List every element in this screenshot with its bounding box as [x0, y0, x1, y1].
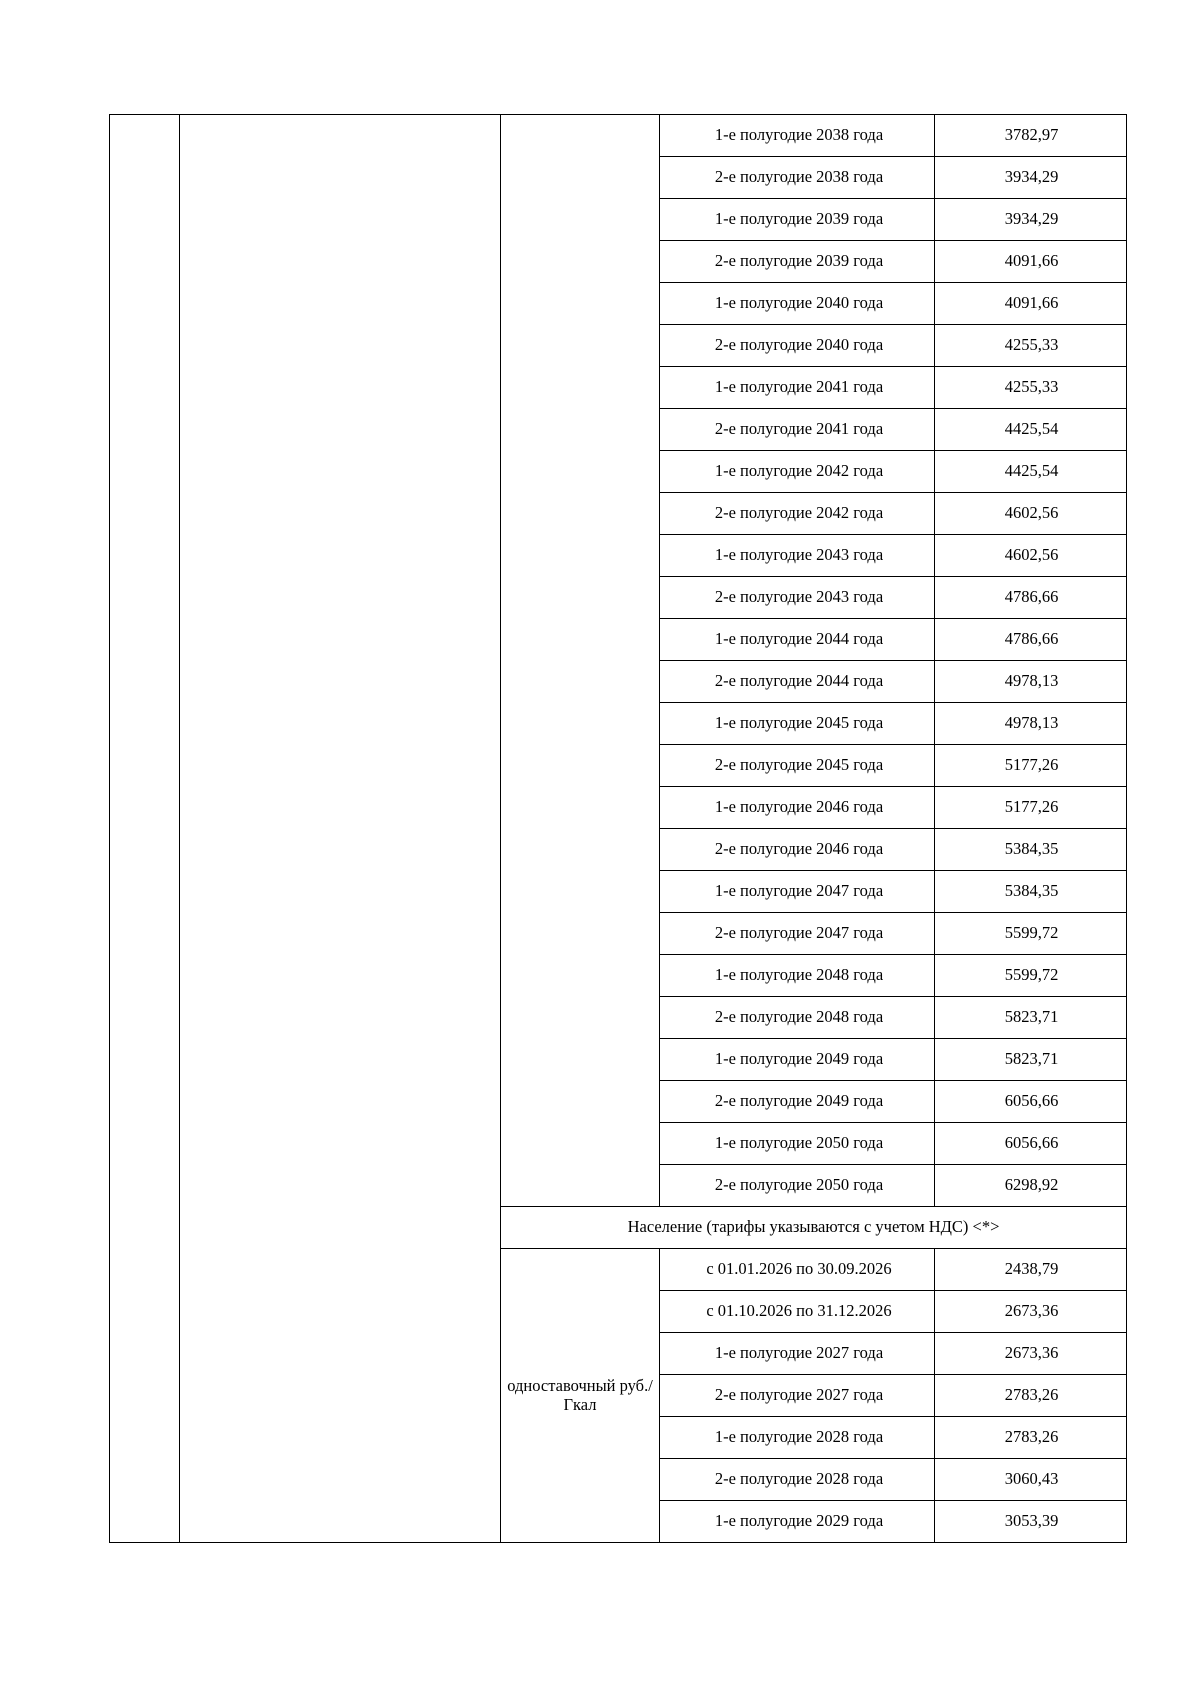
period-cell: 1-е полугодие 2042 года — [660, 451, 935, 493]
period-cell: 1-е полугодие 2038 года — [660, 115, 935, 157]
period-cell: 1-е полугодие 2045 года — [660, 703, 935, 745]
period-cell: 1-е полугодие 2046 года — [660, 787, 935, 829]
tariff-value-cell: 3934,29 — [935, 199, 1127, 241]
tariff-value-cell: 4786,66 — [935, 619, 1127, 661]
tariff-table — [109, 114, 1127, 1543]
tariff-value-cell: 6056,66 — [935, 1123, 1127, 1165]
tariff-value-cell: 5177,26 — [935, 787, 1127, 829]
period-cell: 1-е полугодие 2043 года — [660, 535, 935, 577]
period-cell: 1-е полугодие 2029 года — [660, 1501, 935, 1543]
period-cell: 2-е полугодие 2049 года — [660, 1081, 935, 1123]
period-cell: 2-е полугодие 2046 года — [660, 829, 935, 871]
tariff-value-cell: 3060,43 — [935, 1459, 1127, 1501]
period-cell: 2-е полугодие 2027 года — [660, 1375, 935, 1417]
period-cell: 1-е полугодие 2028 года — [660, 1417, 935, 1459]
tariff-value-cell: 2673,36 — [935, 1333, 1127, 1375]
period-cell: 2-е полугодие 2050 года — [660, 1165, 935, 1207]
tariff-value-cell: 4602,56 — [935, 493, 1127, 535]
period-cell: 2-е полугодие 2038 года — [660, 157, 935, 199]
period-cell: 2-е полугодие 2044 года — [660, 661, 935, 703]
tariff-value-cell: 5384,35 — [935, 829, 1127, 871]
period-cell: 1-е полугодие 2027 года — [660, 1333, 935, 1375]
period-cell: 2-е полугодие 2047 года — [660, 913, 935, 955]
period-cell: 1-е полугодие 2050 года — [660, 1123, 935, 1165]
tariff-value-cell: 4602,56 — [935, 535, 1127, 577]
period-cell: 1-е полугодие 2047 года — [660, 871, 935, 913]
tariff-value-cell: 5599,72 — [935, 955, 1127, 997]
tariff-value-cell: 5823,71 — [935, 1039, 1127, 1081]
period-cell: 1-е полугодие 2041 года — [660, 367, 935, 409]
tariff-value-cell: 4091,66 — [935, 283, 1127, 325]
tariff-value-cell: 5384,35 — [935, 871, 1127, 913]
tariff-value-cell: 4255,33 — [935, 325, 1127, 367]
tariff-value-cell: 2783,26 — [935, 1417, 1127, 1459]
tariff-value-cell: 3782,97 — [935, 115, 1127, 157]
period-cell: с 01.10.2026 по 31.12.2026 — [660, 1291, 935, 1333]
tariff-value-cell: 5599,72 — [935, 913, 1127, 955]
tariff-value-cell: 4425,54 — [935, 409, 1127, 451]
organization-column-cell — [180, 115, 501, 1543]
period-cell: 1-е полугодие 2049 года — [660, 1039, 935, 1081]
tariff-value-cell: 4091,66 — [935, 241, 1127, 283]
tariff-value-cell: 2783,26 — [935, 1375, 1127, 1417]
tariff-value-cell: 3934,29 — [935, 157, 1127, 199]
tariff-type-cell: одноставочный руб./Гкал — [501, 1249, 660, 1543]
period-cell: 1-е полугодие 2039 года — [660, 199, 935, 241]
tariff-value-cell: 4978,13 — [935, 661, 1127, 703]
period-cell: 1-е полугодие 2044 года — [660, 619, 935, 661]
tariff-value-cell: 4786,66 — [935, 577, 1127, 619]
period-cell: 2-е полугодие 2041 года — [660, 409, 935, 451]
period-cell: 2-е полугодие 2048 года — [660, 997, 935, 1039]
period-cell: 2-е полугодие 2043 года — [660, 577, 935, 619]
period-cell: 2-е полугодие 2045 года — [660, 745, 935, 787]
tariff-type-cell-top — [501, 115, 660, 1207]
tariff-value-cell: 2673,36 — [935, 1291, 1127, 1333]
period-cell: 2-е полугодие 2042 года — [660, 493, 935, 535]
period-cell: 2-е полугодие 2028 года — [660, 1459, 935, 1501]
tariff-value-cell: 4978,13 — [935, 703, 1127, 745]
tariff-value-cell: 3053,39 — [935, 1501, 1127, 1543]
tariff-value-cell: 4425,54 — [935, 451, 1127, 493]
tariff-value-cell: 5823,71 — [935, 997, 1127, 1039]
period-cell: 2-е полугодие 2040 года — [660, 325, 935, 367]
period-cell: 1-е полугодие 2040 года — [660, 283, 935, 325]
tariff-value-cell: 2438,79 — [935, 1249, 1127, 1291]
tariff-value-cell: 6298,92 — [935, 1165, 1127, 1207]
period-cell: 1-е полугодие 2048 года — [660, 955, 935, 997]
tariff-value-cell: 4255,33 — [935, 367, 1127, 409]
period-cell: с 01.01.2026 по 30.09.2026 — [660, 1249, 935, 1291]
tariff-value-cell: 5177,26 — [935, 745, 1127, 787]
tariff-value-cell: 6056,66 — [935, 1081, 1127, 1123]
table-row — [110, 115, 1127, 157]
number-column-cell — [110, 115, 180, 1543]
population-section-header: Население (тарифы указываются с учетом НДС) <*> — [501, 1207, 1127, 1249]
period-cell: 2-е полугодие 2039 года — [660, 241, 935, 283]
